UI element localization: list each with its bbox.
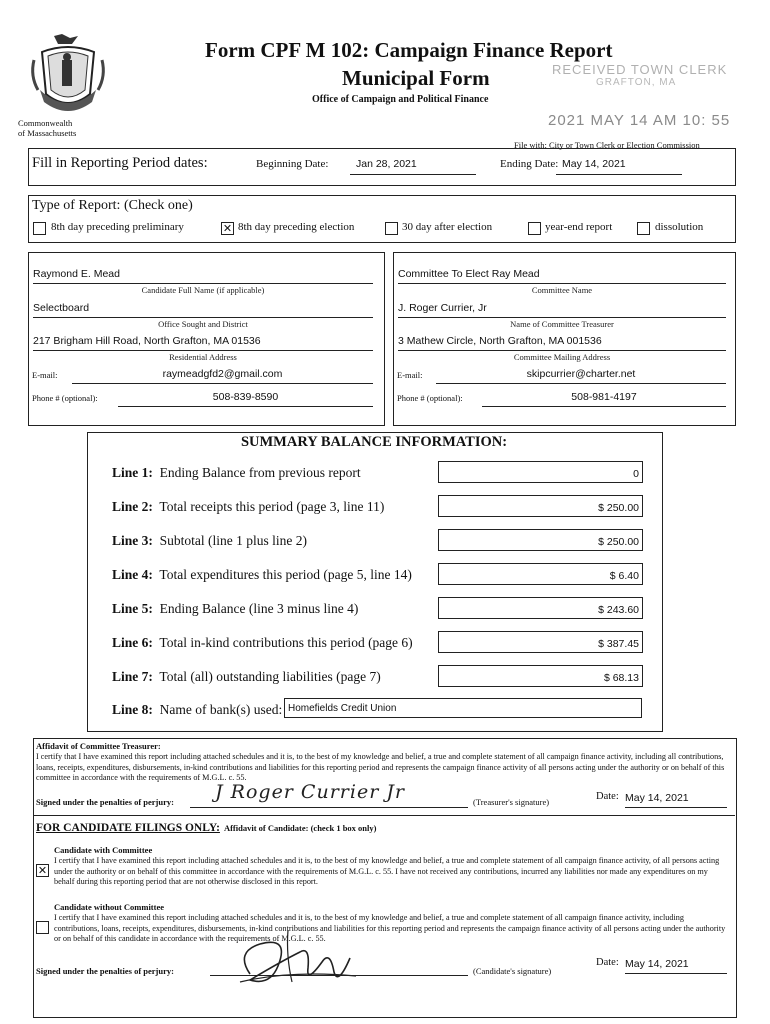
committee-email-field[interactable]: skipcurrier@charter.net [436,368,726,384]
summary-line-8-label: Line 8: Name of bank(s) used: [112,702,283,717]
form-subtitle: Municipal Form [342,66,490,90]
without-committee-heading: Candidate without Committee [54,902,165,912]
report-type-checkbox-preliminary[interactable] [33,222,46,235]
beginning-date-field[interactable]: Jan 28, 2021 [350,158,476,175]
committee-phone-field[interactable]: 508-981-4197 [482,391,726,407]
committee-phone-label: Phone # (optional): [397,393,463,403]
file-with: File with: City or Town Clerk or Election Commission [514,140,700,150]
summary-line-3-label: Line 3: Subtotal (line 1 plus line 2) [112,533,308,548]
report-type-checkbox-dissolution[interactable] [637,222,650,235]
candidate-phone-label: Phone # (optional): [32,393,98,403]
summary-line-2-label: Line 2: Total receipts this period (page 3, line 11) [112,499,385,514]
candidate-name-caption: Candidate Full Name (if applicable) [141,285,265,295]
candidate-signature [230,922,360,994]
summary-line-4-label: Line 4: Total expenditures this period (page 5, line 14) [112,567,412,582]
report-type-checkbox-election[interactable]: ✕ [222,222,233,235]
report-type-checkbox-30day[interactable] [385,222,398,235]
beginning-date-label: Beginning Date: [256,158,329,170]
treasurer-affidavit-title: Affidavit of Committee Treasurer: [36,741,161,751]
candidate-email-label: E-mail: [32,370,58,380]
candidate-date-field[interactable]: May 14, 2021 [625,958,727,974]
with-committee-heading: Candidate with Committee [54,845,153,855]
summary-line-6-label: Line 6: Total in-kind contributions this period (page 6) [112,635,413,650]
report-type-option-label: year-end report [545,221,613,233]
candidate-filings-subtitle: Affidavit of Candidate: (check 1 box only) [223,823,377,833]
without-committee-text: I certify that I have examined this report including attached schedules and it is, to the best of my knowledge and belief, a true and complete statement of all campaign finance activity, including contributions, loans, receipts, expenditures, disbursements, in-kind contributions and liabilities for this reporting period and represents the campaign finance activity of all persons acting under the authority or on behalf of this candidate in accordance with the requirements of M.G.L. c. 55. [54,913,726,943]
without-committee-checkbox[interactable] [36,921,49,934]
summary-line-7-value[interactable]: $ 68.13 [438,665,643,687]
received-stamp-sub: GRAFTON, MA [596,77,677,88]
treasurer-date-label: Date: [596,791,619,802]
summary-line-5-value[interactable]: $ 243.60 [438,597,643,619]
report-type-option-label: 8th day preceding election [238,221,355,233]
candidate-signed-label: Signed under the penalties of perjury: [36,966,174,976]
ending-date-label: Ending Date: [500,158,559,170]
report-type-option-label: 8th day preceding preliminary [51,221,184,233]
candidate-sig-caption: (Candidate's signature) [473,966,552,976]
summary-line-7-label: Line 7: Total (all) outstanding liabilities (page 7) [112,669,381,684]
office-sought-caption: Office Sought and District [158,319,248,329]
state-seal [28,32,108,116]
treasurer-signature: J Roger Currier Jr [215,781,406,803]
residential-address-caption: Residential Address [169,352,237,362]
candidate-filings-title: FOR CANDIDATE FILINGS ONLY: [36,822,220,834]
treasurer-sig-caption: (Treasurer's signature) [473,797,550,807]
treasurer-date-field[interactable]: May 14, 2021 [625,792,727,808]
candidate-signature-scrawl-icon [230,922,360,994]
summary-line-2-value[interactable]: $ 250.00 [438,495,643,517]
report-type-option-label: 30 day after election [402,221,493,233]
summary-line-6-value[interactable]: $ 387.45 [438,631,643,653]
report-type-label: Type of Report: (Check one) [32,198,193,213]
candidate-name-field[interactable]: Raymond E. Mead [33,268,373,284]
summary-line-5-label: Line 5: Ending Balance (line 3 minus line 4) [112,601,359,616]
treasurer-name-caption: Name of Committee Treasurer [510,319,614,329]
committee-address-field[interactable]: 3 Mathew Circle, North Grafton, MA 001536 [398,335,726,351]
received-stamp: RECEIVED TOWN CLERK [552,62,728,77]
summary-line-1-label: Line 1: Ending Balance from previous report [112,465,361,480]
committee-address-caption: Committee Mailing Address [513,352,611,362]
summary-line-1-value[interactable]: 0 [438,461,643,483]
office-sought-field[interactable]: Selectboard [33,302,373,318]
committee-name-field[interactable]: Committee To Elect Ray Mead [398,268,726,284]
residential-address-field[interactable]: 217 Brigham Hill Road, North Grafton, MA 01536 [33,335,373,351]
candidate-date-label: Date: [596,957,619,968]
period-label: Fill in Reporting Period dates: [32,155,208,171]
with-committee-checkbox[interactable]: ✕ [37,864,48,877]
form-title: Form CPF M 102: Campaign Finance Report [205,38,613,62]
summary-line-3-value[interactable]: $ 250.00 [438,529,643,551]
ending-date-field[interactable]: May 14, 2021 [556,158,682,175]
bank-name-field[interactable]: Homefields Credit Union [284,698,642,718]
treasurer-signed-label: Signed under the penalties of perjury: [36,797,174,807]
report-type-option-label: dissolution [655,221,704,233]
with-committee-text: I certify that I have examined this report including attached schedules and it is, to the best of my knowledge and belief, a true and complete statement of all campaign finance activity, of all persons acting under the authority or on behalf of this committee in accordance with the requirements of M.G.L. c. 55. I have not received any contributions, incurred any liabilities nor made any expenditures on my behalf during this reporting period that are not otherwise disclosed in this report. [54,856,720,886]
candidate-email-field[interactable]: raymeadgfd2@gmail.com [72,368,373,384]
received-stamp-date: 2021 MAY 14 AM 10: 55 [548,112,731,129]
seal-icon [28,32,108,116]
committee-email-label: E-mail: [397,370,423,380]
office-name: Office of Campaign and Political Finance [312,94,489,105]
report-type-checkbox-yearend[interactable] [528,222,541,235]
committee-name-caption: Committee Name [531,285,593,295]
seal-caption: Commonwealth of Massachusetts [18,118,77,138]
candidate-filings-divider [33,815,735,816]
summary-line-4-value[interactable]: $ 6.40 [438,563,643,585]
treasurer-name-field[interactable]: J. Roger Currier, Jr [398,302,726,318]
treasurer-affidavit-text: I certify that I have examined this report including attached schedules and it is, to the best of my knowledge and belief, a true and complete statement of all campaign finance activity, including all contributions, loans, receipts, expenditures, disbursements, in-kind contributions and liabilities for this reporting period and represents the campaign finance activity of all persons acting under the authority or on behalf of this committee in accordance with the requirements of M.G.L. c. 55. [36,752,725,782]
candidate-filings-header [36,818,376,836]
candidate-phone-field[interactable]: 508-839-8590 [118,391,373,407]
summary-title: SUMMARY BALANCE INFORMATION: [240,434,508,450]
